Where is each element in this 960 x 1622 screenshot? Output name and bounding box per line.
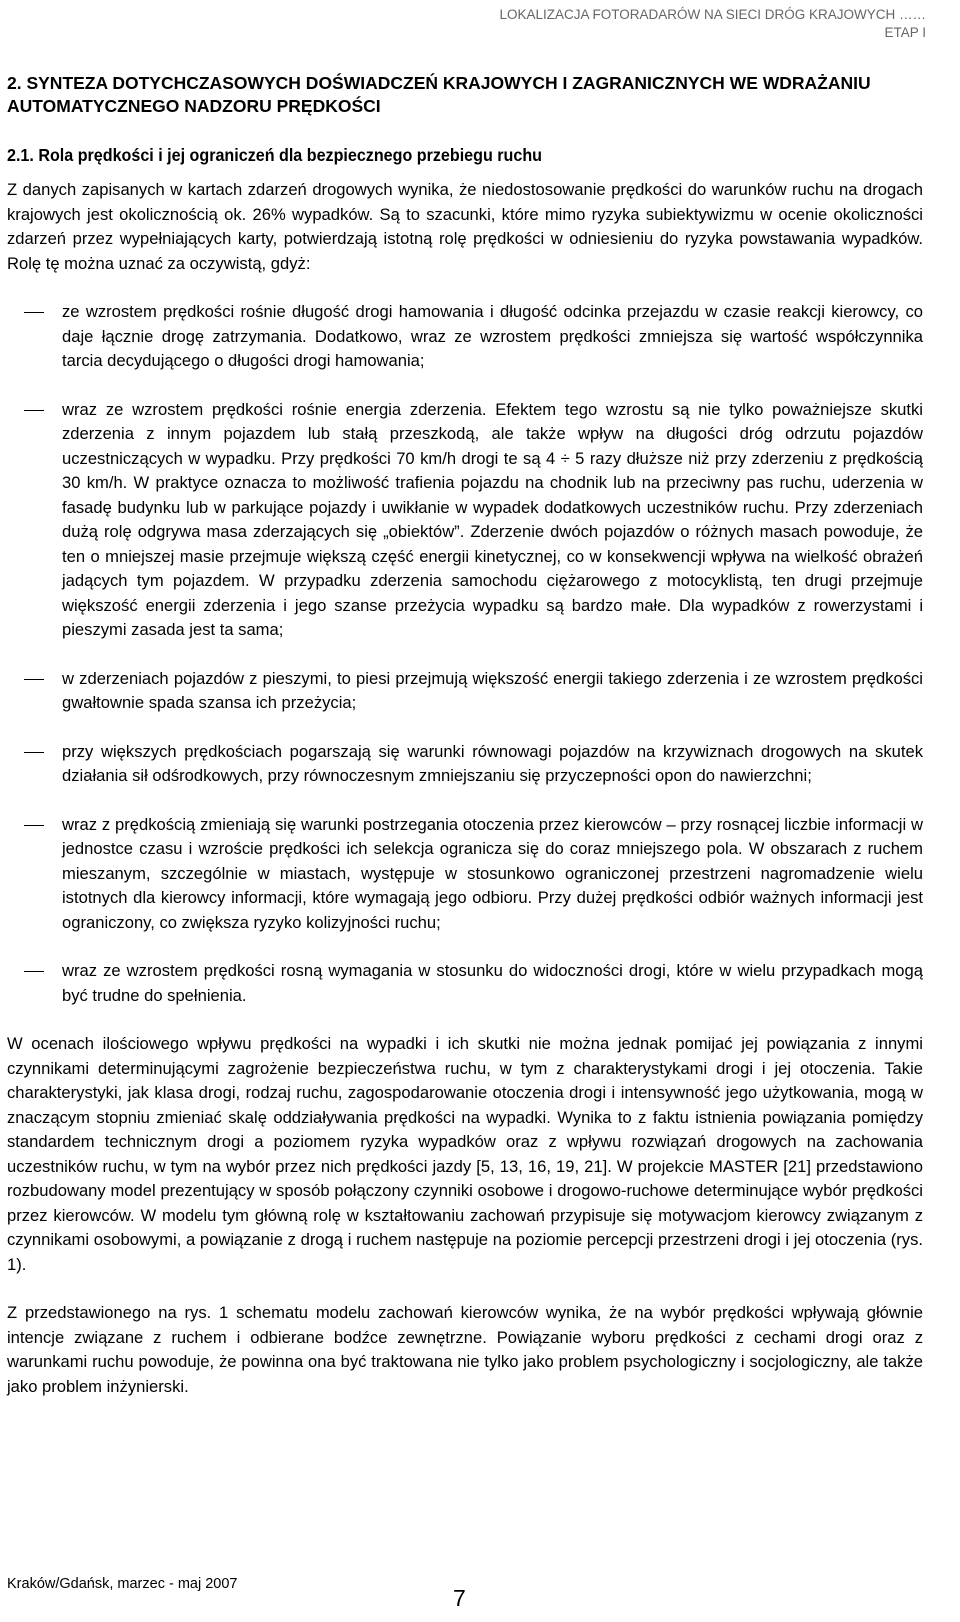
list-item xyxy=(7,667,923,716)
list-item xyxy=(7,813,923,936)
header-title: LOKALIZACJA FOTORADARÓW NA SIECI DRÓG KRAJOWYCH …… xyxy=(499,7,926,22)
list-item-text: w zderzeniach pojazdów z pieszymi, to piesi przejmują większość energii takiego zderzenia i ze wzrostem prędkości gwałtownie spada szansa ich przeżycia; xyxy=(62,668,923,712)
header-stage: ETAP I xyxy=(884,25,926,40)
intro-paragraph: Z danych zapisanych w kartach zdarzeń drogowych wynika, że niedostosowanie prędkości do warunków ruchu na drogach krajowych jest okolicznością ok. 26% wypadków. Są to szacunki, które mimo ryzyka subiektywizmu w ocenie okoliczności zdarzeń przez wypełniających karty, potwierdzają istotną rolę prędkości w odniesieniu do ryzyka powstawania wypadków. Rolę tę można uznać za oczywistą, gdyż: xyxy=(7,180,923,273)
footer-location-date: Kraków/Gdańsk, marzec - maj 2007 xyxy=(7,1576,238,1592)
dash-bullet-icon xyxy=(24,679,44,680)
dash-bullet-icon xyxy=(24,971,44,972)
list-item xyxy=(7,398,923,643)
list-item-text: wraz ze wzrostem prędkości rosną wymagania w stosunku do widoczności drogi, które w wielu przypadkach mogą być trudne do spełnienia. xyxy=(62,961,923,1005)
dash-bullet-icon xyxy=(24,410,44,411)
conclusion-paragraph: Z przedstawionego na rys. 1 schematu modelu zachowań kierowców wynika, że na wybór prędkości wpływają głównie intencje związane z ruchem i odbierane bodźce zewnętrzne. Powiązanie wyboru prędkości z cechami drogi oraz z warunkami ruchu powoduje, że powinna ona być traktowana nie tylko jako problem psychologiczny i socjologiczny, ale także jako problem inżynierski. xyxy=(7,1303,923,1396)
dash-bullet-icon xyxy=(24,752,44,753)
list-item-text: wraz ze wzrostem prędkości rośnie energia zderzenia. Efektem tego wzrostu są nie tylko poważniejsze skutki zderzenia z innym pojazdem lub stałą przeszkodą, ale także wpływ na długości dróg odrzutu pojazdów uczestniczących w wypadku. Przy prędkości 70 km/h drogi te są 4 ÷ 5 razy dłuższe niż przy zderzeniu z prędkością 30 km/h. W praktyce oznacza to możliwość trafienia pojazdu na chodnik lub na przeciwny pas ruchu, uderzenia w fasadę budynku lub w parkujące pojazdy i uwikłanie w wypadek dodatkowych uczestników ruchu. Przy zderzeniach dużą rolę odgrywa masa zderzających się „obiektów”. Zderzenie dwóch pojazdów o różnych masach powoduje, że ten o mniejszej masie przejmuje większą część energii kinetycznej, co w konsekwencji wpływa na wielkość obrażeń jadących tym pojazdem. W przypadku zderzenia samochodu ciężarowego z motocyklistą, ten drugi przejmuje większość energii zderzenia i jego szanse przeżycia wypadku są bardzo małe. Dla wypadków z rowerzystami i pieszymi zasada jest ta sama; xyxy=(62,399,923,639)
list-item-text: przy większych prędkościach pogarszają się warunki równowagi pojazdów na krzywiznach drogowych na skutek działania sił odśrodkowych, przy równoczesnym zmniejszaniu się przyczepności opon do nawierzchni; xyxy=(62,741,923,785)
main-content xyxy=(7,72,923,1423)
page-number: 7 xyxy=(453,1585,466,1611)
list-item xyxy=(7,959,923,1008)
list-item-text: wraz z prędkością zmieniają się warunki postrzegania otoczenia przez kierowców – przy rosnącej liczbie informacji w jednostce czasu i wzroście prędkości ich selekcja ogranicza się do coraz mniejszego pola. W obszarach z ruchem mieszanym, szczególnie w miastach, występuje w stosunkowo ograniczonej przestrzeni nagromadzenie wielu istotnych dla kierowcy informacji, które wymagają jego odbioru. Przy dużej prędkości odbiór ważnych informacji jest ograniczony, co zwiększa ryzyko kolizyjności ruchu; xyxy=(62,814,923,932)
list-item-text: ze wzrostem prędkości rośnie długość drogi hamowania i długość odcinka przejazdu w czasie reakcji kierowcy, co daje łącznie drogę zatrzymania. Dodatkowo, wraz ze wzrostem prędkości zmniejsza się wartość współczynnika tarcia decydującego o długości drogi hamowania; xyxy=(62,302,923,370)
speed-effects-list xyxy=(7,300,923,1008)
list-item xyxy=(7,740,923,789)
analysis-paragraph: W ocenach ilościowego wpływu prędkości na wypadki i ich skutki nie można jednak pomijać jej powiązania z innymi czynnikami determinującymi zagrożenie bezpieczeństwa ruchu, w tym z charakterystykami drogi i jej otoczenia. Takie charakterystyki, jak klasa drogi, rodzaj ruchu, zagospodarowanie otoczenia drogi i intensywność jego użytkowania, mogą w znaczącym stopniu zmieniać skalę oddziaływania prędkości na wypadki. Wynika to z faktu istnienia powiązania pomiędzy standardem technicznym drogi a poziomem ryzyka wypadków oraz z wpływu rozwiązań drogowych na zachowania uczestników ruchu, w tym na wybór przez nich prędkości jazdy [5, 13, 16, 19, 21]. W projekcie MASTER [21] przedstawiono rozbudowany model prezentujący w sposób połączony czynniki osobowe i drogowo-ruchowe determinujące wybór prędkości przez kierowców. W modelu tym główną rolę w kształtowaniu zachowań przypisuje się motywacjom kierowcy związanym z czynnikami osobowymi, a powiązanie z drogą i ruchem następuje na poziomie percepcji przestrzeni drogi i jej otoczenia (rys. 1). xyxy=(7,1034,923,1274)
dash-bullet-icon xyxy=(24,312,44,313)
section-heading: 2. SYNTEZA DOTYCHCZASOWYCH DOŚWIADCZEŃ KRAJOWYCH I ZAGRANICZNYCH WE WDRAŻANIU AUTOMATYCZNEGO NADZORU PRĘDKOŚCI xyxy=(7,73,871,116)
dash-bullet-icon xyxy=(24,825,44,826)
subsection-heading: 2.1. Rola prędkości i jej ograniczeń dla bezpiecznego przebiegu ruchu xyxy=(7,145,543,165)
running-header xyxy=(166,6,926,42)
list-item xyxy=(7,300,923,374)
